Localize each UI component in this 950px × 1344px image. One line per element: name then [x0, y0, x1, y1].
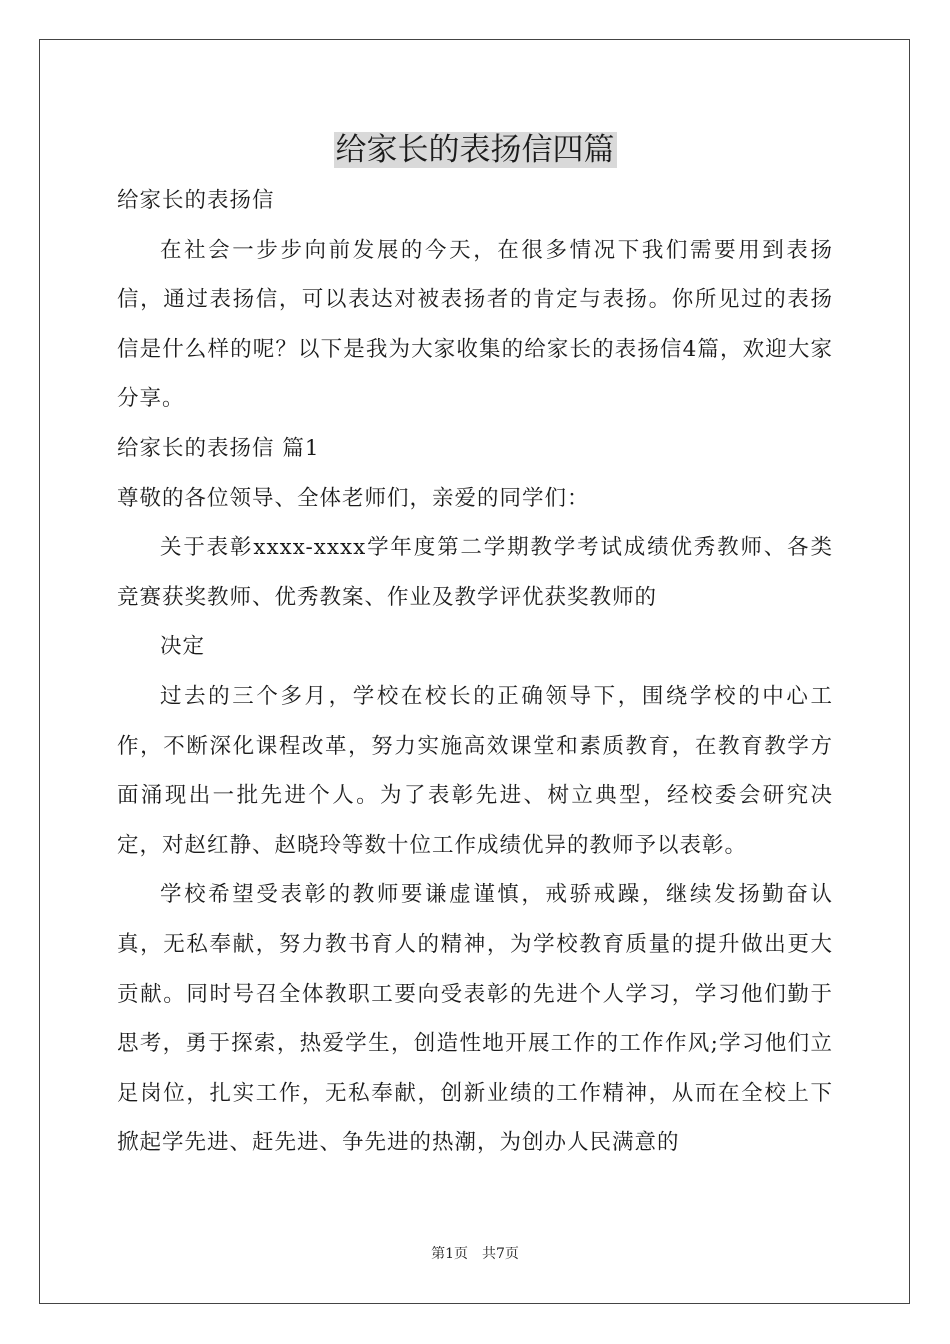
- body-paragraph-2: 学校希望受表彰的教师要谦虚谨慎，戒骄戒躁，继续发扬勤奋认真，无私奉献，努力教书育人的精神，为学校教育质量的提升做出更大贡献。同时号召全体教职工要向受表彰的先进个人学习，学习他们勤于思考，勇于探索，热爱学生，创造性地开展工作的工作作风;学习他们立足岗位，扎实工作，无私奉献，创新业绩的工作精神，从而在全校上下掀起学先进、赶先进、争先进的热潮，为创办人民满意的: [117, 882, 833, 1156]
- document-title: [0, 128, 950, 172]
- body-paragraph-1: 过去的三个多月，学校在校长的正确领导下，围绕学校的中心工作，不断深化课程改革，努力实施高效课堂和素质教育，在教育教学方面涌现出一批先进个人。为了表彰先进、树立典型，经校委会研究决定，对赵红静、赵晓玲等数十位工作成绩优异的教师予以表彰。: [117, 683, 833, 858]
- document-title-text: 给家长的表扬信四篇: [335, 132, 615, 168]
- salutation: 尊敬的各位领导、全体老师们，亲爱的同学们：: [117, 485, 590, 511]
- section-heading: 给家长的表扬信 篇1: [117, 435, 320, 461]
- subtitle-line: 给家长的表扬信: [117, 188, 275, 213]
- intro-paragraph: 在社会一步步向前发展的今天，在很多情况下我们需要用到表扬信，通过表扬信，可以表达对被表扬者的肯定与表扬。你所见过的表扬信是什么样的呢？以下是我为大家收集的给家长的表扬信4篇，欢迎大家分享。: [117, 237, 833, 412]
- decision-paragraph: 关于表彰xxxx-xxxx学年度第二学期教学考试成绩优秀教师、各类竞赛获奖教师、优秀教案、作业及教学评优获奖教师的: [117, 535, 833, 610]
- document-body: [117, 176, 833, 1168]
- decision-word: 决定: [160, 634, 206, 660]
- page-footer: 第1页 共7页: [431, 1246, 519, 1262]
